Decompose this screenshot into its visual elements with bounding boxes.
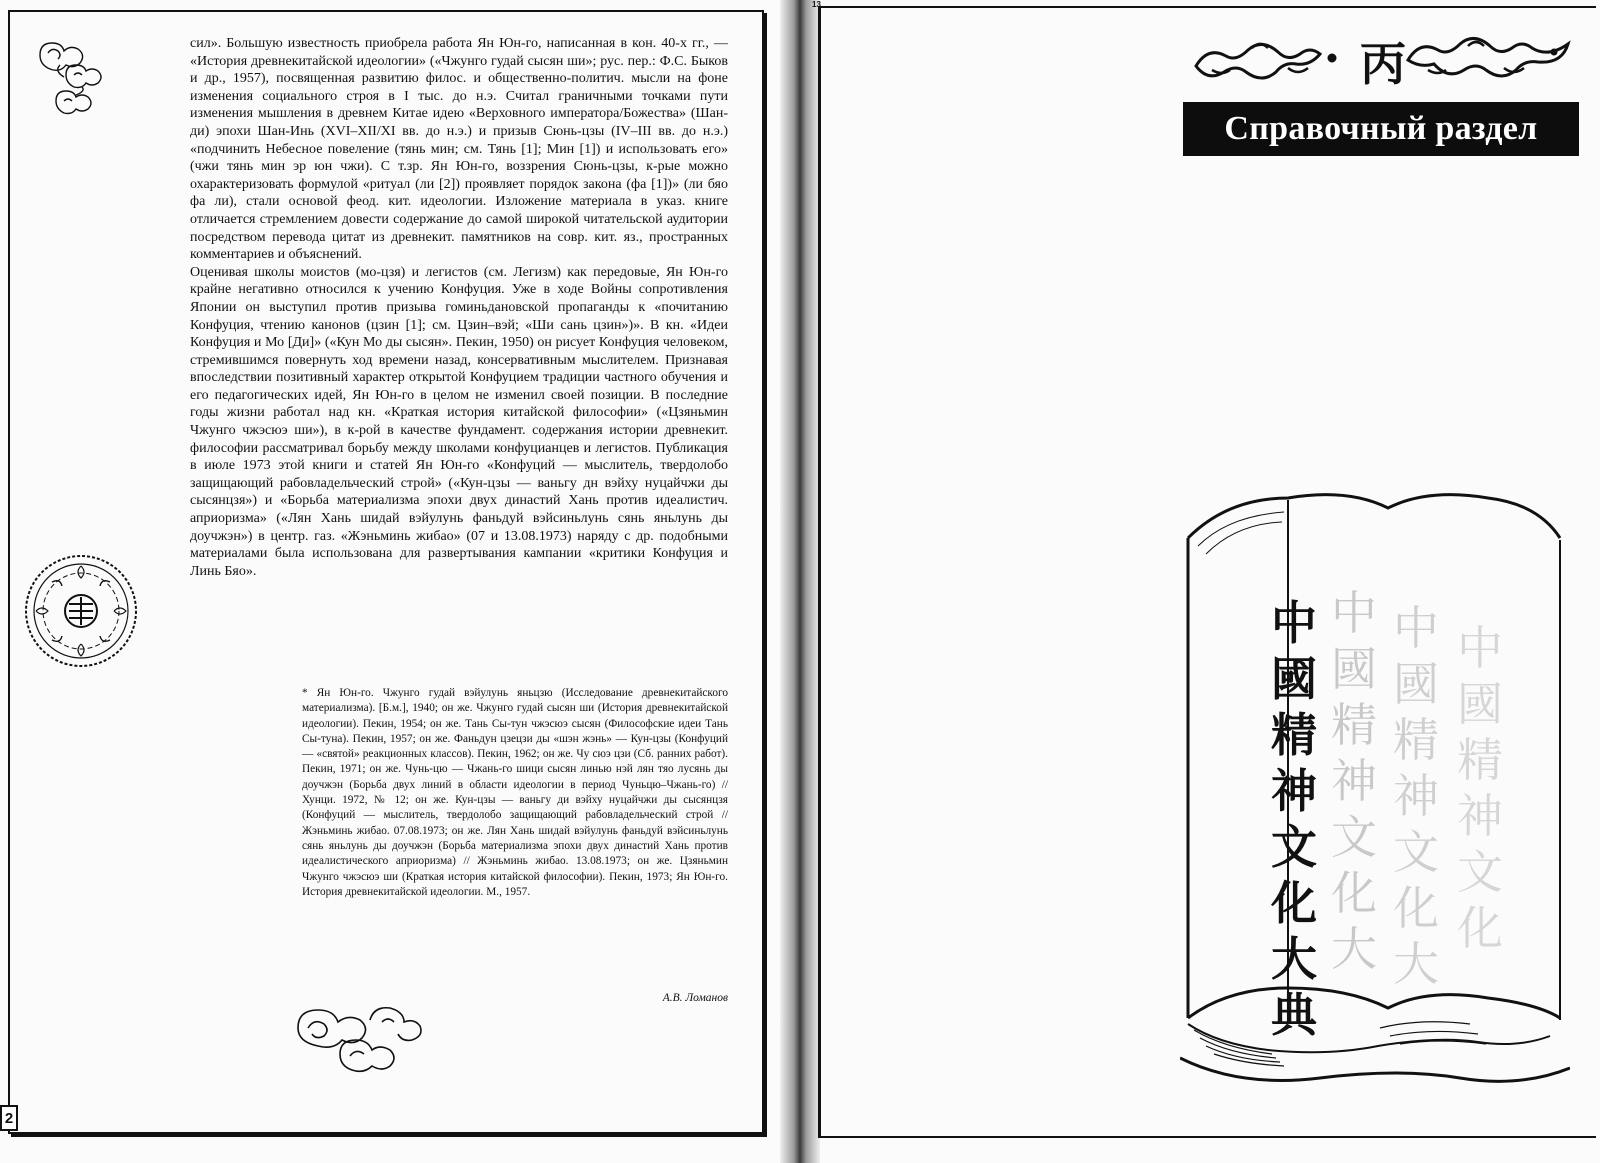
cloud-ornament-bottom-icon xyxy=(290,998,430,1078)
article-paragraph: Оценивая школы моистов (мо-цзя) и легистов (см. Легизм) как передовые, Ян Юн-го крайне негативно относился к учению Конфуция. Уже в ходе Войны сопротивления Японии он выступил против призыва гоминьдановской пропаганды к «почитанию Конфуция, чтению канонов (цзин [1]; см. Цзин–вэй; «Ши сань цзин»)». В кн. «Идеи Конфуция и Мо [Ди]» («Кун Мо ды сысян». Пекин, 1950) он рисует Конфуция человеком, стремившимся повернуть ход времени назад, консервативным мыслителем. Признавая впоследствии позитивный характер открытой Конфуцием традиции частного обучения и его педагогических идей, Ян Юн-го в целом не изменил своей позиции. В последние годы жизни работал над кн. «Краткая история китайской философии» («Цзяньмин Чжунго чжэсюэ ши»), в к-рой в качестве фундамент. содержания истории древнекит. философии рассматривал борьбу между школами конфуцианцев и легистов. Публикация в июле 1973 этой книги и статей Ян Юн-го «Конфуций — мыслитель, твердолобо защищающий рабовладельческий строй» («Кун-цзы — ваньгу дн вэйху нуцайчжи ды сысянцзя») и «Борьба материализма эпохи двух династий Хань против идеалистич. априоризма» («Лян Хань шидай вэйулунь фаньдуй вэйсиньлунь сянь яньлунь ды доучжэн») в центр. газ. «Жэньминь жибао» (07 и 13.08.1973) наряду с др. подобными материалами была использована для развертывания кампании «критики Конфуция и Линь Бяо». xyxy=(190,264,728,579)
book-title-char: 國 xyxy=(1271,652,1317,706)
book-title-char: 文 xyxy=(1271,820,1317,874)
book-title-char: 化 xyxy=(1457,901,1503,955)
section-title: Справочный раздел xyxy=(1183,102,1579,156)
article-author: А.В. Ломанов xyxy=(662,992,728,1004)
book-title-ghost-column-1 xyxy=(1326,585,1382,977)
book-title-char: 大 xyxy=(1393,937,1439,991)
article-body xyxy=(190,35,728,580)
book-title-char: 神 xyxy=(1393,769,1439,823)
references-text: * Ян Юн-го. Чжунго гудай вэйулунь яньцзю (Исследование древнекитайского материализма). [Б.м.], 1940; он же. Чжунго гудай сысян ши (История древнекитайской идеологии). Пекин, 1954; он же. Тань Сы-тун чжэсюэ сысян (Философские идеи Тань Сы-туна). Пекин, 1957; он же. Фаньдун цзецзи ды «шэн жэнь» — Кун-цзы (Конфуций — «святой» реакционных классов). Пекин, 1962; он же. Чу сюэ цзи (Сб. ранних работ). Пекин, 1971; он же. Чунь-цю — Чжань-го шици сысян линью нэй лян тяо лусянь ды доучжэн (Борьба двух линий в области идеологии в период Чуньцю–Чжань-го) // Хунци. 1972, № 12; он же. Кун-цзы — ваньгу ди вэйху нуцайчжи ды сысянцзя (Конфуций — мыслитель, твердолобо защищающий рабовладельческий строй // Жэньминь жибао. 07.08.1973; он же. Лян Хань шидай вэйулунь фаньдуй вэйсиньлунь сянь яньлунь ды доучжэн (Борьба материализма эпохи двух династий Хань против идеалистического априоризма) // Жэньминь жибао. 13.08.1973; он же. Цзяньмин Чжунго чжэсюэ ши (Краткая история китайской философии). Пекин, 1973; Ян Юн-го. История древнекитайской идеологии. М., 1957. xyxy=(302,687,728,898)
book-title-char: 化 xyxy=(1331,866,1377,920)
book-title-char: 精 xyxy=(1393,713,1439,767)
book-title-char: 神 xyxy=(1457,789,1503,843)
page-number-right: 13 xyxy=(812,0,821,9)
dragon-band-ornament-icon xyxy=(1192,30,1574,92)
book-title-ghost-column-3 xyxy=(1452,620,1508,956)
article-paragraph: сил». Большую известность приобрела работа Ян Юн-го, написанная в кон. 40-х гг., — «История древнекитайской идеологии» («Чжунго гудай сысян ши»; рус. пер.: Ф.С. Быков и др., 1957), посвященная развитию филос. и общественно-политич. мысли на фоне изменения социального строя в I тыс. до н.э. Считал граничными точками пути изменения мышления в древнем Китае идею «Верховного императора/Божества» (Шан-ди) эпохи Шан-Инь (XVI–XII/XI вв. до н.э.) и призыв Сюнь-цзы (IV–III вв. до н.э.) «подчинить Небесное повеление (тянь мин; см. Тянь [1]; Мин [1]) и использовать его» (чжи тянь мин эр юн чжи). С т.зр. Ян Юн-го, воззрения Сюнь-цзы, к-рые можно охарактеризовать формулой «ритуал (ли [2]) проявляет порядок закона (фа [1])» (ли бяо фа ли), стали основой феод. кит. идеологии. Изложение материала в указ. книге отличается стремлением довести содержание до самой широкой читательской аудитории посредством перевода цитат из древнекит. памятников на совр. кит. яз., пространных комментариев и объяснений. xyxy=(190,36,728,263)
book-gutter xyxy=(780,0,820,1163)
emblem-character: 丙 xyxy=(1360,37,1406,91)
book-title-char: 精 xyxy=(1457,733,1503,787)
book-title-char: 國 xyxy=(1457,677,1503,731)
book-title-char: 化 xyxy=(1271,876,1317,930)
round-shou-ornament-icon xyxy=(22,552,140,670)
cloud-ornament-icon xyxy=(30,35,110,125)
book-title-char: 大 xyxy=(1331,922,1377,976)
book-title-char: 國 xyxy=(1331,642,1377,696)
book-title-char: 精 xyxy=(1331,698,1377,752)
book-title-char: 中 xyxy=(1457,621,1503,675)
book-title-char: 文 xyxy=(1331,810,1377,864)
book-title-char: 中 xyxy=(1271,596,1317,650)
book-title-main-column xyxy=(1266,595,1322,1043)
book-title-char: 精 xyxy=(1271,708,1317,762)
references-block xyxy=(302,686,728,900)
book-title-ghost-column-2 xyxy=(1388,600,1444,992)
book-title-char: 化 xyxy=(1393,881,1439,935)
book-title-char: 中 xyxy=(1331,586,1377,640)
book-title-char: 神 xyxy=(1331,754,1377,808)
book-title-char: 大 xyxy=(1271,932,1317,986)
book-title-char: 文 xyxy=(1457,845,1503,899)
book-title-char: 國 xyxy=(1393,657,1439,711)
book-title-char: 典 xyxy=(1271,988,1317,1042)
book-title-char: 文 xyxy=(1393,825,1439,879)
page-number-left: 2 xyxy=(0,1105,18,1131)
book-title-char: 中 xyxy=(1393,601,1439,655)
book-title-char: 神 xyxy=(1271,764,1317,818)
